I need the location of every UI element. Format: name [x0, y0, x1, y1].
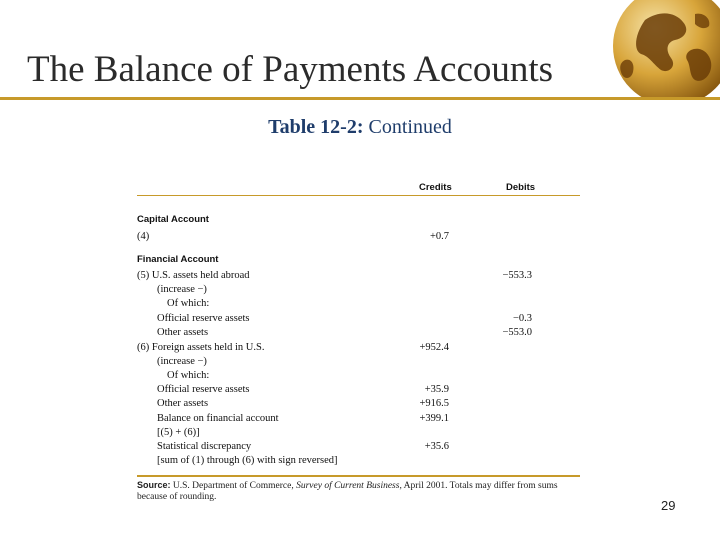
table-row	[137, 427, 580, 441]
credits-header: Credits	[419, 182, 452, 193]
table-row	[137, 214, 580, 228]
table-row	[137, 398, 580, 412]
debit-value: −0.3	[512, 313, 532, 324]
row-label: [sum of (1) through (6) with sign reversed]	[157, 455, 338, 466]
table-row	[137, 231, 580, 245]
row-label: (4)	[137, 231, 150, 242]
table-row	[137, 254, 580, 268]
credit-value: +399.1	[419, 413, 449, 424]
credit-value: +0.7	[429, 231, 449, 242]
credit-value: +916.5	[419, 398, 449, 409]
debits-header: Debits	[506, 182, 536, 193]
credit-value: +952.4	[419, 342, 449, 353]
row-label: (increase −)	[157, 284, 207, 295]
source-note	[137, 480, 582, 503]
row-label: (6) Foreign assets held in U.S.	[137, 342, 265, 353]
table-caption	[0, 116, 720, 139]
source-label: Source:	[137, 480, 171, 490]
debit-value: −553.0	[502, 327, 532, 338]
credit-value: +35.6	[424, 441, 449, 452]
table-caption-text: Continued	[363, 116, 452, 138]
row-label: [(5) + (6)]	[157, 427, 200, 438]
row-label: Other assets	[157, 327, 209, 338]
table-row	[137, 413, 580, 427]
row-label: Financial Account	[137, 254, 219, 265]
row-label: (5) U.S. assets held abroad	[137, 270, 250, 281]
table-row	[137, 298, 580, 312]
table-row	[137, 342, 580, 356]
row-label: Official reserve assets	[157, 384, 250, 395]
slide-title: The Balance of Payments Accounts	[27, 49, 554, 90]
row-label: (increase −)	[157, 356, 207, 367]
table-row	[137, 284, 580, 298]
row-label: Of which:	[167, 370, 210, 381]
table-row	[137, 356, 580, 370]
header-rule	[137, 195, 580, 196]
source-text-pre: U.S. Department of Commerce,	[170, 481, 297, 491]
globe-icon	[605, 0, 720, 100]
row-label: Capital Account	[137, 214, 209, 225]
table-row	[137, 455, 580, 469]
row-label: Other assets	[157, 398, 209, 409]
source-publication: Survey of Current Business,	[296, 481, 402, 491]
row-label: Statistical discrepancy	[157, 441, 252, 452]
table-number: Table 12-2:	[268, 116, 364, 138]
source-text-post: April 2001. Totals may differ from sums because of rounding.	[137, 481, 558, 502]
row-label: Official reserve assets	[157, 313, 250, 324]
footer-rule	[137, 475, 580, 477]
table-row	[137, 384, 580, 398]
table-row	[137, 313, 580, 327]
table-row	[137, 327, 580, 341]
page-number: 29	[661, 498, 676, 513]
debit-value: −553.3	[502, 270, 532, 281]
row-label: Balance on financial account	[157, 413, 279, 424]
title-rule	[0, 97, 720, 100]
table-row	[137, 270, 580, 284]
table-row	[137, 370, 580, 384]
table-row	[137, 441, 580, 455]
credit-value: +35.9	[424, 384, 449, 395]
row-label: Of which:	[167, 298, 210, 309]
